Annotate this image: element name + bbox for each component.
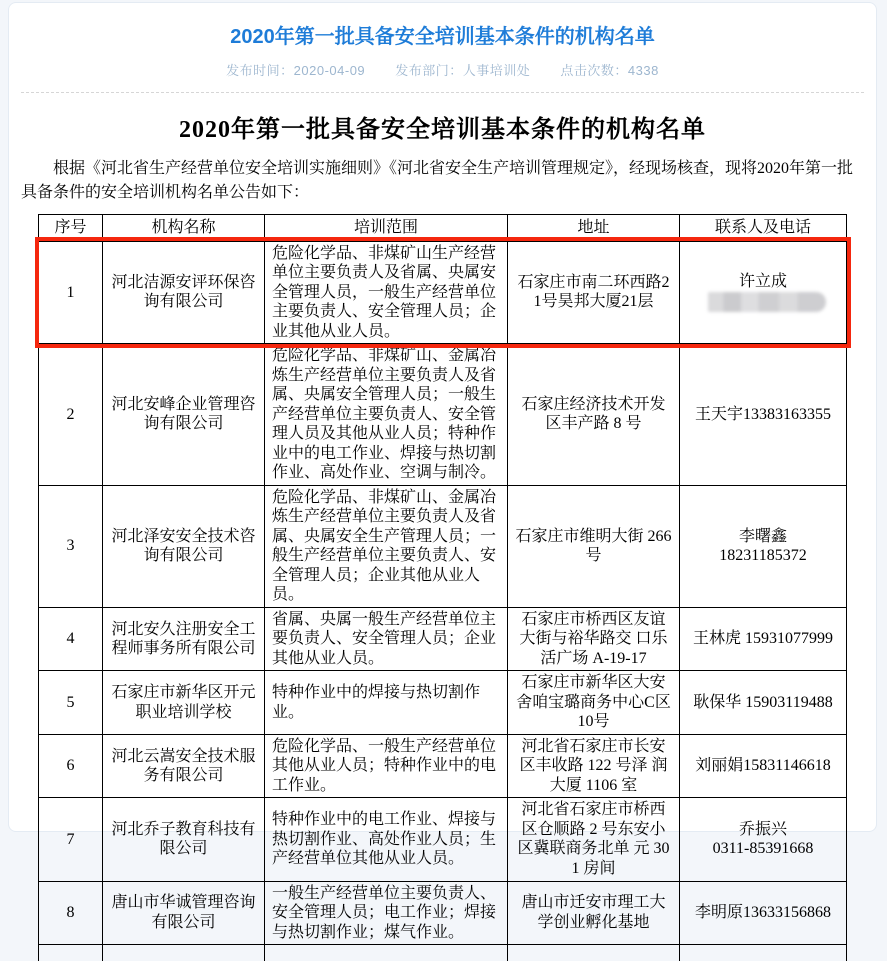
cell-org-name: 石家庄市新华区开元职业培训学校 [103, 671, 265, 735]
table-row [39, 485, 847, 607]
cell-index: 2 [39, 344, 103, 486]
table-header-row [39, 215, 847, 242]
partial-cell [265, 945, 508, 961]
cell-training-scope: 危险化学品、非煤矿山生产经营单位主要负责人及省属、央属安全管理人员，一般生产经营单位主要负责人、安全管理人员；企业其他从业人员。 [265, 241, 508, 344]
cell-contact: 李明原13633156868 [680, 881, 847, 945]
cell-org-name: 河北乔子教育科技有限公司 [103, 798, 265, 881]
table-row [39, 671, 847, 735]
cell-training-scope: 特种作业中的电工作业、焊接与热切割作业、高处作业人员；生产经营单位其他从业人员。 [265, 798, 508, 881]
cell-training-scope: 危险化学品、一般生产经营单位其他从业人员；特种作业中的电工作业。 [265, 734, 508, 798]
partial-row [39, 945, 847, 961]
cell-index: 5 [39, 671, 103, 735]
table-body [39, 241, 847, 945]
divider [21, 92, 864, 93]
cell-address: 石家庄市桥西区友谊大街与裕华路交 口乐活广场 A-19-17 [508, 607, 680, 671]
col-header-scope: 培训范围 [265, 215, 508, 242]
col-header-name: 机构名称 [103, 215, 265, 242]
meta-bar [20, 60, 865, 79]
partial-cell [680, 945, 847, 961]
table-row [39, 798, 847, 881]
cell-address: 石家庄市南二环西路21号昊邦大厦21层 [508, 241, 680, 344]
col-header-index: 序号 [39, 215, 103, 242]
page-title: 2020年第一批具备安全培训基本条件的机构名单 [230, 26, 655, 48]
meta-click-count: 点击次数：4338 [560, 63, 659, 78]
cell-contact: 王天宇13383163355 [680, 344, 847, 486]
cell-contact: 许立成 [680, 241, 847, 344]
cell-address: 石家庄市维明大街 266号 [508, 485, 680, 607]
cell-training-scope: 一般生产经营单位主要负责人、安全管理人员；电工作业；焊接与热切割作业；煤气作业。 [265, 881, 508, 945]
cell-address: 石家庄市新华区大安舍咱宝璐商务中心C区10号 [508, 671, 680, 735]
cell-training-scope: 省属、央属一般生产经营单位主要负责人、安全管理人员；企业其他从业人员。 [265, 607, 508, 671]
table-row [39, 881, 847, 945]
cell-training-scope: 特种作业中的焊接与热切割作业。 [265, 671, 508, 735]
cell-address: 河北省石家庄市长安区丰收路 122 号泽 润大厦 1106 室 [508, 734, 680, 798]
redacted-phone-blur [708, 292, 826, 312]
cell-org-name: 河北泽安安全技术咨询有限公司 [103, 485, 265, 607]
cell-org-name: 河北安峰企业管理咨询有限公司 [103, 344, 265, 486]
cell-contact: 耿保华 15903119488 [680, 671, 847, 735]
cell-training-scope: 危险化学品、非煤矿山、金属冶炼生产经营单位主要负责人及省属、央属安全管理人员；一般生产经营单位主要负责人、安全管理人员及其他从业人员；特种作业中的电工作业、焊接与热切割作业、高处作业、空调与制冷。 [265, 344, 508, 486]
table-header [39, 215, 847, 242]
cell-address: 石家庄经济技术开发区丰产路 8 号 [508, 344, 680, 486]
intro-paragraph: 根据《河北省生产经营单位安全培训实施细则》《河北省安全生产培训管理规定》，经现场核查，现将2020年第一批具备条件的安全培训机构名单公告如下： [21, 160, 854, 201]
cell-index: 6 [39, 734, 103, 798]
cell-contact: 刘丽娟15831146618 [680, 734, 847, 798]
article-card [8, 2, 877, 941]
meta-publish-time: 发布时间：2020-04-09 [226, 63, 366, 78]
table-row [39, 734, 847, 798]
meta-publish-dept: 发布部门：人事培训处 [395, 63, 531, 78]
cell-org-name: 唐山市华诚管理咨询有限公司 [103, 881, 265, 945]
article-title: 2020年第一批具备安全培训基本条件的机构名单 [179, 117, 706, 143]
cell-index: 7 [39, 798, 103, 881]
cell-contact: 乔振兴 0311-85391668 [680, 798, 847, 881]
cell-training-scope: 危险化学品、非煤矿山、金属冶炼生产经营单位主要负责人及省属、央属安全生产管理人员；一般生产经营单位主要负责人、安全管理人员；企业其他从业人员。 [265, 485, 508, 607]
cell-org-name: 河北洁源安评环保咨询有限公司 [103, 241, 265, 344]
cell-org-name: 河北安久注册安全工程师事务所有限公司 [103, 607, 265, 671]
partial-cell [103, 945, 265, 961]
cell-index: 8 [39, 881, 103, 945]
org-table [38, 214, 847, 961]
table-row [39, 344, 847, 486]
cell-index: 3 [39, 485, 103, 607]
cell-contact: 王林虎 15931077999 [680, 607, 847, 671]
cell-org-name: 河北云嵩安全技术服务有限公司 [103, 734, 265, 798]
col-header-contact: 联系人及电话 [680, 215, 847, 242]
cell-address: 河北省石家庄市桥西区仓顺路 2 号东安小区冀联商务北单 元 301 房间 [508, 798, 680, 881]
col-header-address: 地址 [508, 215, 680, 242]
cell-index: 1 [39, 241, 103, 344]
cell-contact: 李曙鑫 18231185372 [680, 485, 847, 607]
cell-index: 4 [39, 607, 103, 671]
table-row [39, 607, 847, 671]
partial-cell [508, 945, 680, 961]
partial-cell [39, 945, 103, 961]
table-row [39, 241, 847, 344]
cell-address: 唐山市迁安市理工大学创业孵化基地 [508, 881, 680, 945]
